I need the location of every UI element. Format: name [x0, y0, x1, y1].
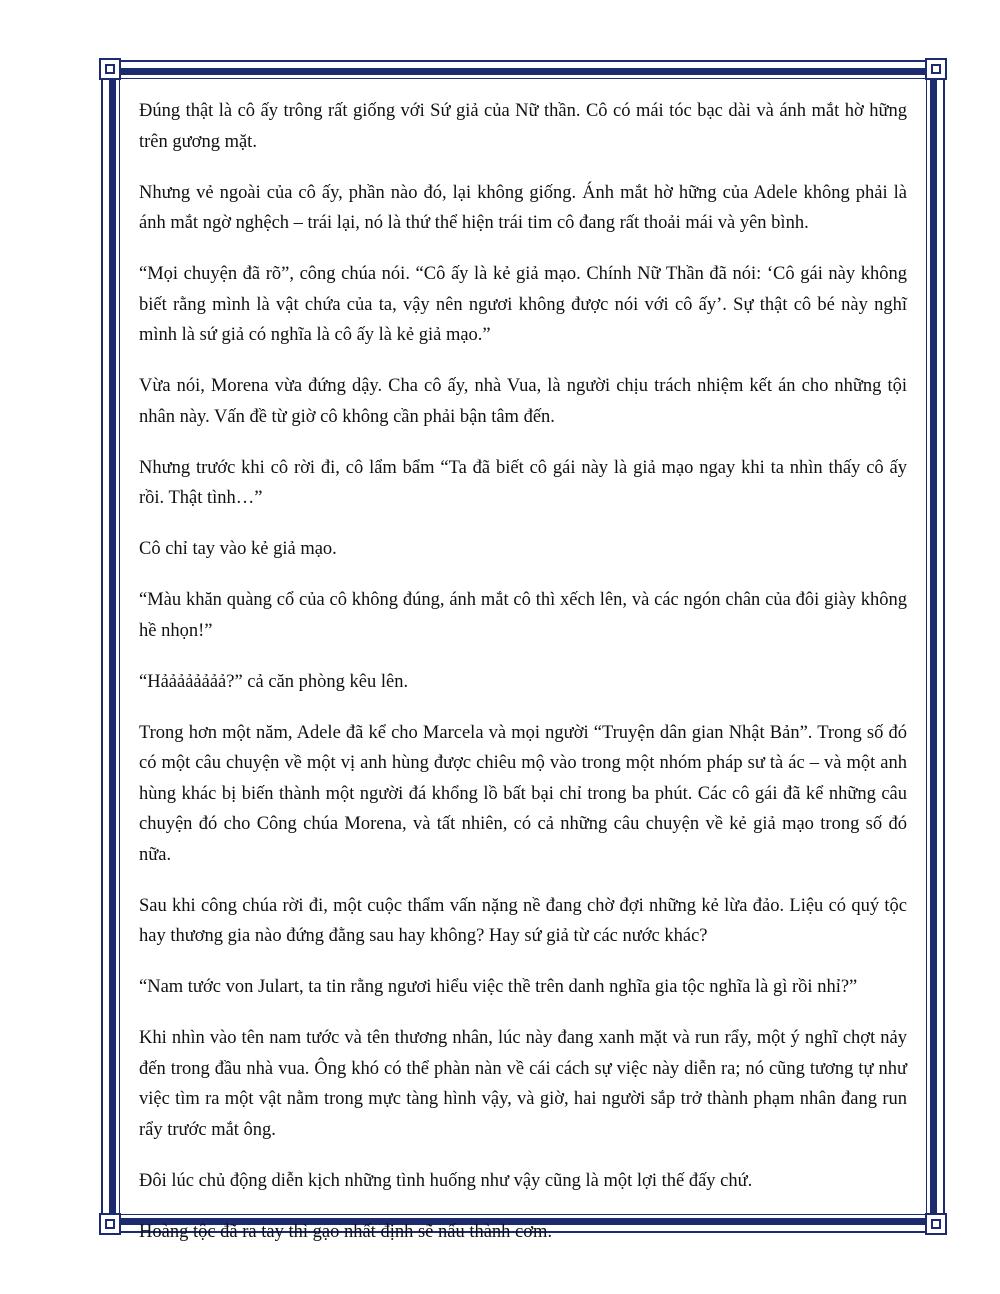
paragraph-2: Nhưng vẻ ngoài của cô ấy, phần nào đó, lại không giống. Ánh mắt hờ hững của Adele không phải là ánh mắt ngờ nghệch – trái lại, nó là thứ thể hiện trái tim cô đang rất thoải mái và yên bình. — [139, 182, 907, 233]
corner-ornament-top-left — [99, 58, 121, 80]
corner-ornament-top-right — [925, 58, 947, 80]
document-body — [139, 96, 907, 1268]
paragraph-13: Đôi lúc chủ động diễn kịch những tình huống như vậy cũng là một lợi thế đấy chứ. — [139, 1170, 753, 1191]
corner-ornament-bottom-left — [99, 1213, 121, 1235]
paragraph-11: “Nam tước von Julart, ta tin rằng ngươi hiểu việc thề trên danh nghĩa gia tộc nghĩa là gì rồi nhỉ?” — [139, 977, 858, 997]
paragraph-10: Sau khi công chúa rời đi, một cuộc thẩm vấn nặng nề đang chờ đợi những kẻ lừa đảo. Liệu có quý tộc hay thương gia nào đứng đằng sau hay không? Hay sứ giả từ các nước khác? — [139, 895, 907, 946]
corner-ornament-bottom-right — [925, 1213, 947, 1235]
paragraph-14: Hoàng tộc đã ra tay thì gạo nhất định sẽ nấu thành cơm. — [139, 1221, 553, 1242]
paragraph-8: “Hảảảảảảảả?” cả căn phòng kêu lên. — [139, 671, 409, 692]
paragraph-9: Trong hơn một năm, Adele đã kể cho Marcela và mọi người “Truyện dân gian Nhật Bản”. Trong số đó có một câu chuyện về một vị anh hùng được chiêu mộ vào trong một nhóm pháp sư tà ác – và một anh hùng khác bị biến thành một người đá khổng lồ bất bại chỉ trong ba phút. Các cô gái đã kể những câu chuyện đó cho Công chúa Morena, và tất nhiên, có cả những câu chuyện về kẻ giả mạo trong số đó nữa. — [139, 722, 907, 865]
paragraph-6: Cô chỉ tay vào kẻ giả mạo. — [139, 539, 337, 559]
paragraph-3: “Mọi chuyện đã rõ”, công chúa nói. “Cô ấy là kẻ giả mạo. Chính Nữ Thần đã nói: ‘Cô gái này không biết rằng mình là vật chứa của ta, vậy nên ngươi không được nói với cô ấy’. Sự thật cô bé này nghĩ mình là sứ giả có nghĩa là cô ấy là kẻ giả mạo.” — [139, 264, 907, 345]
paragraph-5: Nhưng trước khi cô rời đi, cô lẩm bẩm “Ta đã biết cô gái này là giả mạo ngay khi ta nhìn thấy cô ấy rồi. Thật tình…” — [139, 457, 907, 508]
paragraph-12: Khi nhìn vào tên nam tước và tên thương nhân, lúc này đang xanh mặt và run rẩy, một ý nghĩ chợt nảy đến trong đầu nhà vua. Ông khó có thể phàn nàn về cái cách sự việc này diễn ra; nó cũng tương tự như việc tìm ra một vật nằm trong mực tàng hình vậy, và giờ, hai người sắp trở thành phạm nhân đang run rẩy trước mắt ông. — [139, 1028, 907, 1140]
paragraph-1: Đúng thật là cô ấy trông rất giống với Sứ giả của Nữ thần. Cô có mái tóc bạc dài và ánh mắt hờ hững trên gương mặt. — [139, 101, 907, 152]
paragraph-7: “Màu khăn quàng cổ của cô không đúng, ánh mắt cô thì xếch lên, và các ngón chân của đôi giày không hề nhọn!” — [139, 590, 907, 641]
paragraph-4: Vừa nói, Morena vừa đứng dậy. Cha cô ấy, nhà Vua, là người chịu trách nhiệm kết án cho những tội nhân này. Vấn đề từ giờ cô không cần phải bận tâm đến. — [139, 376, 907, 427]
